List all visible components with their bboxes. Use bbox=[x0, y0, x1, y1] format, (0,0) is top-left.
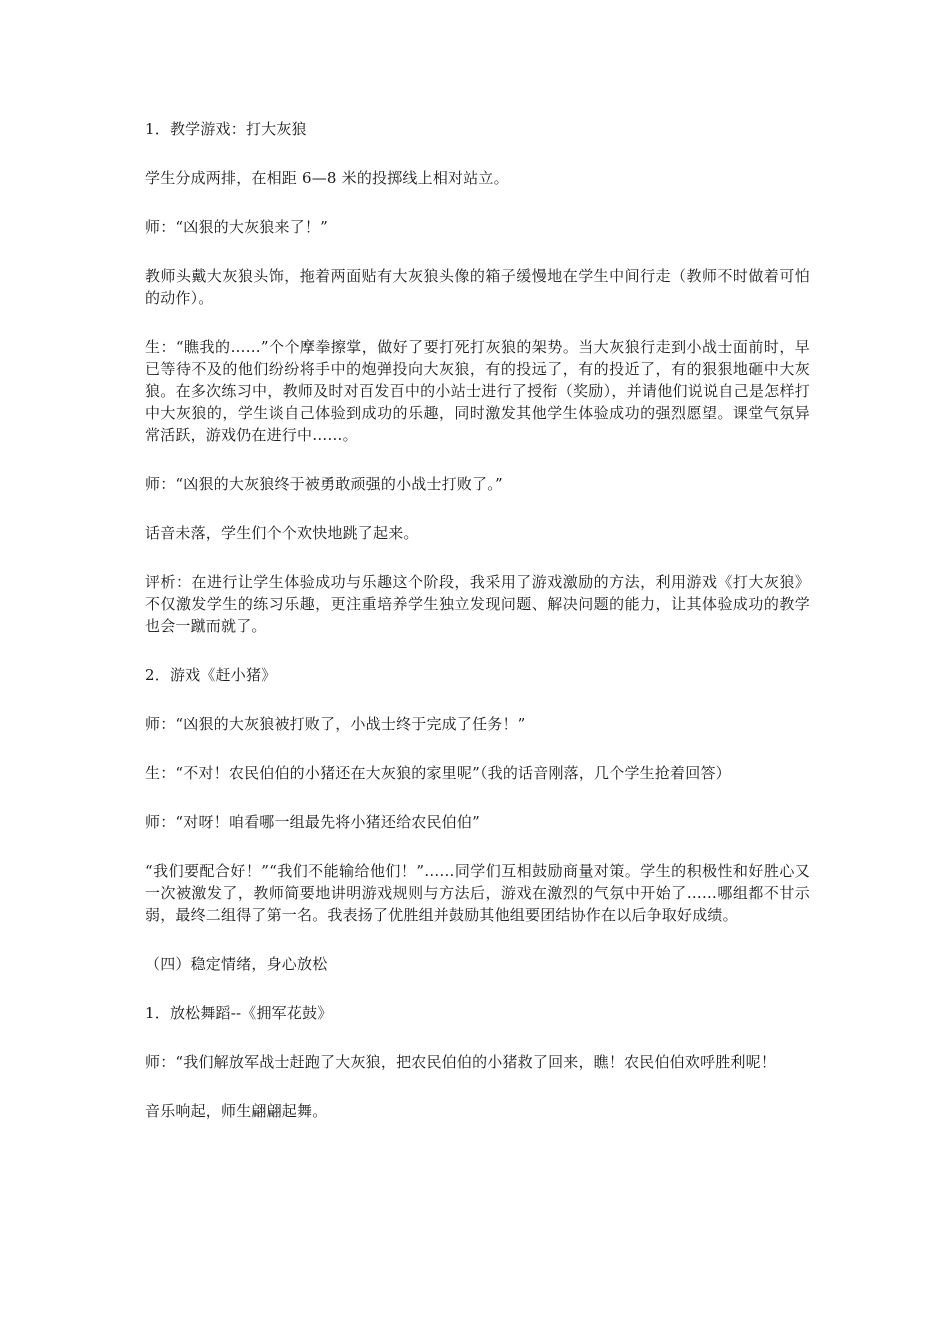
paragraph: 话音未落，学生们个个欢快地跳了起来。 bbox=[145, 524, 419, 542]
paragraph: 音乐响起，师生翩翩起舞。 bbox=[145, 1102, 328, 1120]
paragraph: 师：“对呀！咱看哪一组最先将小猪还给农民伯伯” bbox=[145, 813, 480, 831]
paragraph: 生：“瞧我的……”个个摩拳擦掌，做好了要打死打灰狼的架势。当大灰狼行走到小战士面前时，早已等待不及的他们纷纷将手中的炮弹投向大灰狼，有的投远了，有的投近了，有的狠狠地砸中大灰狼。在多次练习中，教师及时对百发百中的小站士进行了授衔（奖励），并请他们说说自己是怎样打中大灰狼的，学生谈自己体验到成功的乐趣，同时激发其他学生体验成功的强烈愿望。课堂气氛异常活跃，游戏仍在进行中……。 bbox=[145, 338, 810, 444]
paragraph: 评析：在进行让学生体验成功与乐趣这个阶段，我采用了游戏激励的方法，利用游戏《打大灰狼》不仅激发学生的练习乐趣，更注重培养学生独立发现问题、解决问题的能力，让其体验成功的教学也会一蹴而就了。 bbox=[145, 573, 810, 635]
paragraph: （四）稳定情绪，身心放松 bbox=[145, 955, 328, 973]
paragraph: 教师头戴大灰狼头饰，拖着两面贴有大灰狼头像的箱子缓慢地在学生中间行走（教师不时做着可怕的动作）。 bbox=[145, 267, 810, 307]
paragraph: “我们要配合好！”“我们不能输给他们！”……同学们互相鼓励商量对策。学生的积极性和好胜心又一次被激发了，教师简要地讲明游戏规则与方法后，游戏在激烈的气氛中开始了……哪组都不甘示弱，最终二组得了第一名。我表扬了优胜组并鼓励其他组要团结协作在以后争取好成绩。 bbox=[145, 862, 810, 924]
paragraph: 师：“凶狠的大灰狼被打败了，小战士终于完成了任务！” bbox=[145, 715, 526, 733]
document-body bbox=[145, 118, 810, 1149]
paragraph: 师：“我们解放军战士赶跑了大灰狼，把农民伯伯的小猪救了回来，瞧！农民伯伯欢呼胜利呢！ bbox=[145, 1053, 777, 1071]
paragraph: 生：“不对！农民伯伯的小猪还在大灰狼的家里呢”（我的话音刚落，几个学生抢着回答） bbox=[145, 764, 731, 782]
paragraph: 2．游戏《赶小猪》 bbox=[145, 666, 277, 684]
paragraph: 1．放松舞蹈--《拥军花鼓》 bbox=[145, 1004, 333, 1022]
paragraph: 1．教学游戏：打大灰狼 bbox=[145, 120, 307, 138]
paragraph: 师：“凶狠的大灰狼来了！” bbox=[145, 218, 328, 236]
paragraph: 学生分成两排，在相距 6—8 米的投掷线上相对站立。 bbox=[145, 169, 509, 187]
paragraph: 师：“凶狠的大灰狼终于被勇敢顽强的小战士打败了。” bbox=[145, 475, 503, 493]
